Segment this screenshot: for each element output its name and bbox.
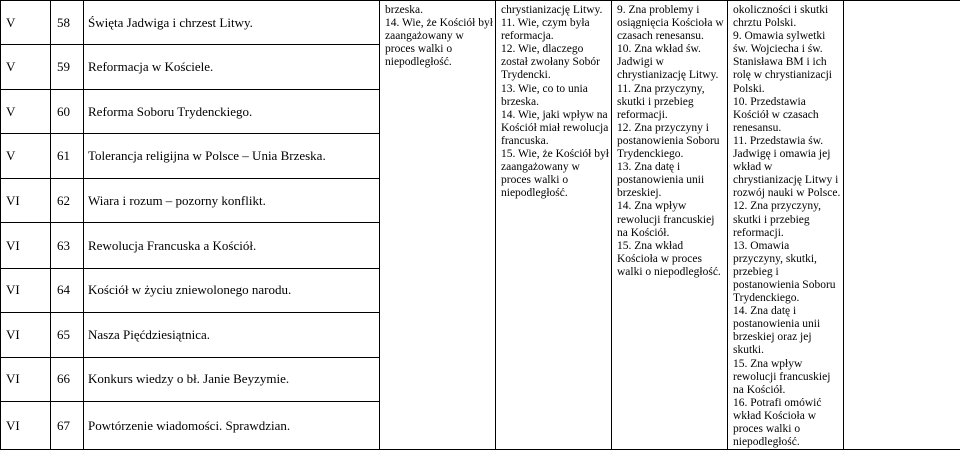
requirement-line: postanowienia Soboru <box>733 279 840 292</box>
class-level-cell: V <box>1 90 51 134</box>
requirement-line: czasach renesansu. <box>617 30 724 43</box>
requirement-line: skutki i przebieg <box>733 214 840 227</box>
lesson-number-cell: 65 <box>51 312 84 357</box>
class-level-cell: VI <box>1 268 51 312</box>
requirement-line: niepodległość. <box>733 436 840 449</box>
requirement-line: 10. Przedstawia <box>733 96 840 109</box>
requirement-line: Trydenckiego. <box>617 148 724 161</box>
requirement-line: rewolucji francuskiej <box>617 214 724 227</box>
requirement-line: walki o niepodległość. <box>617 266 724 279</box>
requirement-line: proces walki o <box>501 174 608 187</box>
requirement-line: przebieg i <box>733 266 840 279</box>
requirement-line: Kościoła w proces <box>617 253 724 266</box>
requirement-line: 10. Zna wkład św. <box>617 43 724 56</box>
requirements-cell <box>380 1 496 450</box>
lesson-topic-cell: Reforma Soboru Trydenckiego. <box>84 90 380 134</box>
requirement-line: brzeska. <box>501 96 608 109</box>
requirement-line: chrystianizację Litwy. <box>617 69 724 82</box>
requirement-line: wkład w <box>733 161 840 174</box>
requirement-line: rewolucji francuskiej <box>733 371 840 384</box>
requirement-line: proces walki o <box>385 43 492 56</box>
requirement-line: postanowienia unii <box>733 318 840 331</box>
requirement-line: 14. Zna wpływ <box>617 200 724 213</box>
requirement-line: 12. Wie, dlaczego <box>501 43 608 56</box>
lesson-topic-cell: Kościół w życiu zniewolonego narodu. <box>84 268 380 312</box>
class-level-cell: VI <box>1 401 51 449</box>
requirement-line: 9. Omawia sylwetki <box>733 30 840 43</box>
lesson-number-cell: 59 <box>51 45 84 90</box>
lesson-topic-cell: Wiara i rozum – pozorny konflikt. <box>84 179 380 223</box>
lesson-number-cell: 60 <box>51 90 84 134</box>
requirement-line: 14. Wie, że Kościół był <box>385 17 492 30</box>
lesson-number-cell: 62 <box>51 179 84 223</box>
requirement-line: chrystianizację Litwy i <box>733 174 840 187</box>
requirement-line: renesansu. <box>733 122 840 135</box>
requirement-line: brzeska. <box>385 4 492 17</box>
requirement-line: niepodległość. <box>385 56 492 69</box>
requirement-line: Kościół w czasach <box>733 109 840 122</box>
lesson-number-cell: 61 <box>51 134 84 179</box>
requirement-line: reformacji. <box>733 227 840 240</box>
class-level-cell: V <box>1 134 51 179</box>
requirement-line: okoliczności i skutki <box>733 4 840 17</box>
class-level-cell: V <box>1 45 51 90</box>
requirement-line: proces walki o <box>733 423 840 436</box>
requirement-line: brzeskiej. <box>617 187 724 200</box>
requirement-line: rolę w chrystianizacji <box>733 69 840 82</box>
requirement-line: Jadwigi w <box>617 56 724 69</box>
lesson-number-cell: 64 <box>51 268 84 312</box>
requirement-line: postanowienia Soboru <box>617 135 724 148</box>
requirement-line: Jadwigę i omawia jej <box>733 148 840 161</box>
empty-cell <box>844 1 960 450</box>
class-level-cell: V <box>1 1 51 45</box>
requirement-line: 16. Potrafi omówić <box>733 397 840 410</box>
requirement-line: przyczyny, skutki, <box>733 253 840 266</box>
requirement-line: zaangażowany w <box>385 30 492 43</box>
requirements-cell <box>728 1 844 450</box>
requirement-line: Trydenckiego. <box>733 292 840 305</box>
requirement-line: skutki. <box>733 344 840 357</box>
lesson-topic-cell: Reformacja w Kościele. <box>84 45 380 90</box>
requirement-line: 11. Wie, czym była <box>501 17 608 30</box>
requirement-line: brzeskiej oraz jej <box>733 331 840 344</box>
requirement-line: 12. Zna przyczyny, <box>733 200 840 213</box>
requirement-line: 13. Omawia <box>733 240 840 253</box>
requirement-line: na Kościół. <box>617 227 724 240</box>
lesson-number-cell: 63 <box>51 223 84 268</box>
requirement-line: 14. Wie, jaki wpływ na <box>501 109 608 122</box>
requirement-line: chrystianizację Litwy. <box>501 4 608 17</box>
requirement-line: został zwołany Sobór <box>501 56 608 69</box>
requirement-line: 13. Wie, co to unia <box>501 83 608 96</box>
requirement-line: 13. Zna datę i <box>617 161 724 174</box>
requirement-line: niepodległość. <box>501 187 608 200</box>
requirement-line: wkład Kościoła w <box>733 410 840 423</box>
requirement-line: rozwój nauki w Polsce. <box>733 187 840 200</box>
requirements-cell <box>612 1 728 450</box>
requirement-line: francuska. <box>501 135 608 148</box>
requirement-line: zaangażowany w <box>501 161 608 174</box>
requirement-line: 15. Zna wkład <box>617 240 724 253</box>
requirement-line: 11. Przedstawia św. <box>733 135 840 148</box>
requirement-line: skutki i przebieg <box>617 96 724 109</box>
lesson-number-cell: 58 <box>51 1 84 45</box>
lesson-number-cell: 67 <box>51 401 84 449</box>
class-level-cell: VI <box>1 179 51 223</box>
requirement-line: Trydencki. <box>501 69 608 82</box>
class-level-cell: VI <box>1 312 51 357</box>
lesson-topic-cell: Nasza Pięćdziesiątnica. <box>84 312 380 357</box>
class-level-cell: VI <box>1 223 51 268</box>
requirement-line: 15. Wie, że Kościół był <box>501 148 608 161</box>
requirement-line: 9. Zna problemy i <box>617 4 724 17</box>
requirement-line: chrztu Polski. <box>733 17 840 30</box>
requirement-line: Stanisława BM i ich <box>733 56 840 69</box>
requirement-line: 15. Zna wpływ <box>733 358 840 371</box>
requirement-line: 14. Zna datę i <box>733 305 840 318</box>
lesson-topic-cell: Powtórzenie wiadomości. Sprawdzian. <box>84 401 380 449</box>
lesson-topic-cell: Rewolucja Francuska a Kościół. <box>84 223 380 268</box>
lesson-topic-cell: Tolerancja religijna w Polsce – Unia Brzeska. <box>84 134 380 179</box>
requirement-line: 11. Zna przyczyny, <box>617 83 724 96</box>
requirement-line: 12. Zna przyczyny i <box>617 122 724 135</box>
requirement-line: na Kościół. <box>733 384 840 397</box>
requirement-line: postanowienia unii <box>617 174 724 187</box>
class-level-cell: VI <box>1 357 51 401</box>
requirement-line: osiągnięcia Kościoła w <box>617 17 724 30</box>
requirement-line: św. Wojciecha i św. <box>733 43 840 56</box>
lesson-topic-cell: Święta Jadwiga i chrzest Litwy. <box>84 1 380 45</box>
requirement-line: Polski. <box>733 83 840 96</box>
requirement-line: reformacja. <box>501 30 608 43</box>
requirements-cell <box>496 1 612 450</box>
requirement-line: reformacji. <box>617 109 724 122</box>
requirement-line: Kościół miał rewolucja <box>501 122 608 135</box>
lesson-topic-cell: Konkurs wiedzy o bł. Janie Beyzymie. <box>84 357 380 401</box>
lesson-number-cell: 66 <box>51 357 84 401</box>
table-row <box>1 1 960 45</box>
